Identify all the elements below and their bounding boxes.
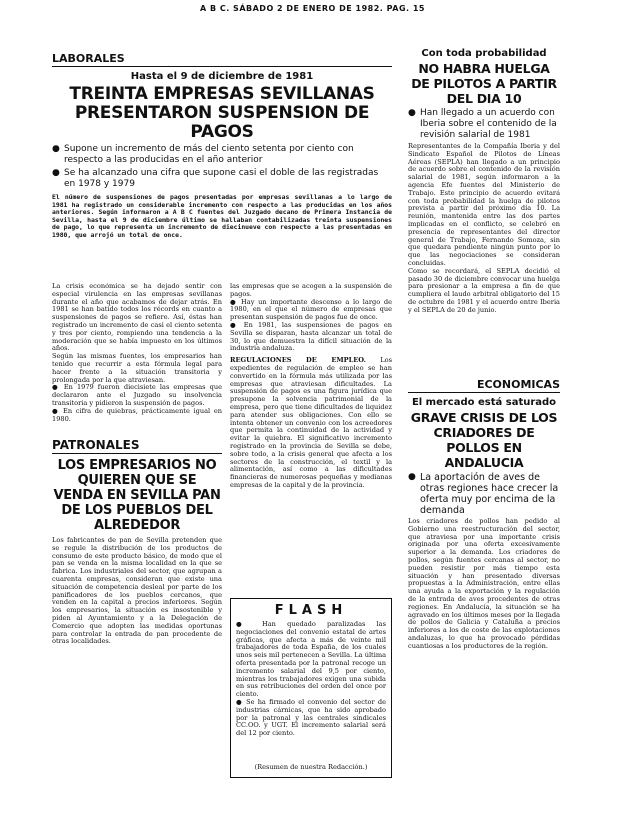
patronales-body: Los fabricantes de pan de Sevilla pretenden que se regule la distribución de los productos de consumo de este producto básico, de modo que el pan se venda en la misma localidad en la que se fabrica. Los industriales del sector, que agrupan a cuarenta empresas, consideran que existe una situación de competencia desleal por parte de los panificadores de los pueblos cercanos, que venden en la capital a precios inferiores. Según los empresarios, la situación es insostenible y piden al Ayuntamiento y a la Delegación de Comercio que adopten las medidas oportunas para controlar la entrada de pan procedente de otras localidades.: [52, 536, 222, 646]
flash-footer: (Resumen de nuestra Redacción.): [254, 763, 368, 771]
section-label-laborales: LABORALES: [52, 52, 392, 67]
patronales-headline: LOS EMPRESARIOS NO QUIEREN QUE SE VENDA EN SEVILLA PAN DE LOS PUEBLOS DEL ALREDEDOR: [53, 458, 221, 533]
section-label-patronales: PATRONALES: [52, 438, 222, 454]
pilotos-bullet: ● Han llegado a un acuerdo con Iberia sobre el contenido de la revisión salarial de 1981: [408, 108, 560, 141]
pilotos-body: Representantes de la Compañía Iberia y del Sindicato Español de Pilotos de Líneas Aéreas (SEPLA) han llegado a un principio de acuerdo sobre el contenido de la revisión salarial de 1981, según informaron a la agencia Efe fuentes del Ministerio de Trabajo. Este principio de acuerdo evitará con toda probabilidad la huelga de pilotos prevista a partir del próximo día 10. La reunión, mantenida entre las dos partes implicadas en el conflicto, se celebró en presencia de representantes del director general de Trabajo, Fernando Somoza, sin que quedara pendiente ningún punto por lo que las negociaciones se consideran concluidas. Como se recordará, el SEPLA decidió el pasado 30 de diciembre convocar una huelga para presionar a la empresa a fin de que cumpliera el laudo arbitral obligatorio del 15 de octubre de 1981 y el acuerdo entre Iberia y el SEPLA de 20 de junio.: [408, 142, 560, 314]
regulaciones-title: REGULACIONES DE EMPLEO.: [230, 356, 366, 365]
pilotos-section: [408, 48, 560, 364]
pilotos-pretitle: Con toda probabilidad: [421, 48, 547, 59]
laborales-headline: TREINTA EMPRESAS SEVILLANAS PRESENTARON SUSPENSION DE PAGOS: [69, 84, 375, 142]
regulaciones-block: [230, 357, 392, 490]
flash-title: FLASH: [274, 603, 348, 618]
section-label-economicas: ECONOMICAS: [408, 378, 560, 393]
pilotos-headline: NO HABRA HUELGA DE PILOTOS A PARTIR DEL DIA 10: [411, 61, 557, 106]
laborales-pretitle: Hasta el 9 de diciembre de 1981: [130, 71, 314, 82]
laborales-body-1: La crisis económica se ha dejado sentir con especial virulencia en las empresas sevillanas durante el año que acabamos de dejar atrás. En 1981 se han batido todos los récords en cuanto a suspensiones de pagos se refiere. Así, éstas han registrado un incremento de casi el ciento setenta y tres por ciento, rompiendo una tendencia a la moderación que se había impuesto en los últimos años. Según las mismas fuentes, los empresarios han tenido que recurrir a esta fórmula legal para hacer frente a la situación transitoria y prolongada por la que atraviesan. ● En 1979 fueron diecisiete las empresas que declararon ante el Juzgado su insolvencia transitoria y pidieron la suspensión de pagos. ● En cifra de quiebras, prácticamente igual en 1980.: [52, 283, 222, 423]
economicas-bullet: ● La aportación de aves de otras regiones hace crecer la oferta muy por encima de la demanda: [408, 472, 560, 516]
regulaciones-text: Los expedientes de regulación de empleo se han convertido en la fórmula más utilizada por las empresas que atraviesan dificultades. La suspensión de pagos es una figura jurídica que presupone la solvencia patrimonial de la empresa, pero que tiene dificultades de liquidez para atender sus obligaciones. Con ello se intenta obtener un convenio con los acreedores que permita la continuidad de la actividad y evitar la quiebra. El significativo incremento registrado en la provincia de Sevilla se debe, sobre todo, a la crisis general que afecta a los sectores de la construcción, el textil y la alimentación, así como a las dificultades financieras de numerosas pequeñas y medianas empresas de la capital y de la provincia.: [230, 356, 392, 489]
economicas-section: [408, 378, 560, 782]
economicas-body: Los criadores de pollos han pedido al Gobierno una reestructuración del sector, que atraviesa por una importante crisis originada por una oferta excesivamente superior a la demanda. Los criadores de pollos, según fuentes cercanas al sector, no pueden resistir por más tiempo esta situación y han presentado diversas propuestas a la Administración, entre ellas una ayuda a la exportación y la regulación de la entrada de aves procedentes de otras regiones. En Andalucía, la situación se ha agravado en los últimos meses por la llegada de pollos de Galicia y Cataluña a precios inferiores a los de coste de las explotaciones andaluzas, lo que ha provocado pérdidas cuantiosas a los productores de la región.: [408, 517, 560, 650]
laborales-column-1: [52, 283, 222, 433]
laborales-bullet-2: ● Se ha alcanzado una cifra que supone casi el doble de las registradas en 1978 y 1979: [52, 168, 392, 190]
economicas-headline: GRAVE CRISIS DE LOS CRIADORES DE POLLOS EN ANDALUCIA: [410, 410, 558, 470]
laborales-column-2: [230, 283, 392, 588]
laborales-body-2: las empresas que se acogen a la suspensión de pagos. ● Hay un importante descenso a lo largo de 1980, en el que el número de empresas que presentan suspensión de pagos fue de once. ● En 1981, las suspensiones de pagos en Sevilla se disparan, hasta alcanzar un total de 30, lo que demuestra la difícil situación de la industria andaluza.: [230, 283, 392, 353]
page-header: A B C. SÁBADO 2 DE ENERO DE 1982. PAG. 15: [200, 4, 425, 13]
laborales-bullet-1: ● Supone un incremento de más del ciento setenta por ciento con respecto a las producidas en el año anterior: [52, 144, 392, 166]
flash-body: ● Han quedado paralizadas las negociaciones del convenio estatal de artes gráficas, que afecta a más de veinte mil trabajadores de toda España, de los cuales unos seis mil pertenecen a Sevilla. La última oferta presentada por la patronal recoge un incremento salarial del 9,5 por ciento, mientras los trabajadores exigen una subida en sus retribuciones del orden del once por ciento. ● Se ha firmado el convenio del sector de industrias cárnicas, que ha sido aprobado por la patronal y las centrales sindicales CC.OO. y UGT. El incremento salarial será del 12 por ciento.: [236, 621, 386, 738]
laborales-section: [52, 52, 392, 278]
patronales-section: [52, 438, 222, 778]
laborales-lead: El número de suspensiones de pagos presentadas por empresas sevillanas a lo largo de 1981 ha registrado un considerable incremento con respecto a las producidas en los años anteriores. Según informaron a A B C fuentes del Juzgado decano de Primera Instancia de Sevilla, hasta el 9 de diciembre último se hallaban contabilizadas treinta suspensiones de pago, lo que representa un incremento de diecinueve con respecto a las presentadas en 1980, que arrojó un total de once.: [52, 193, 392, 239]
economicas-pretitle: El mercado está saturado: [411, 397, 557, 408]
flash-box: [230, 598, 392, 778]
